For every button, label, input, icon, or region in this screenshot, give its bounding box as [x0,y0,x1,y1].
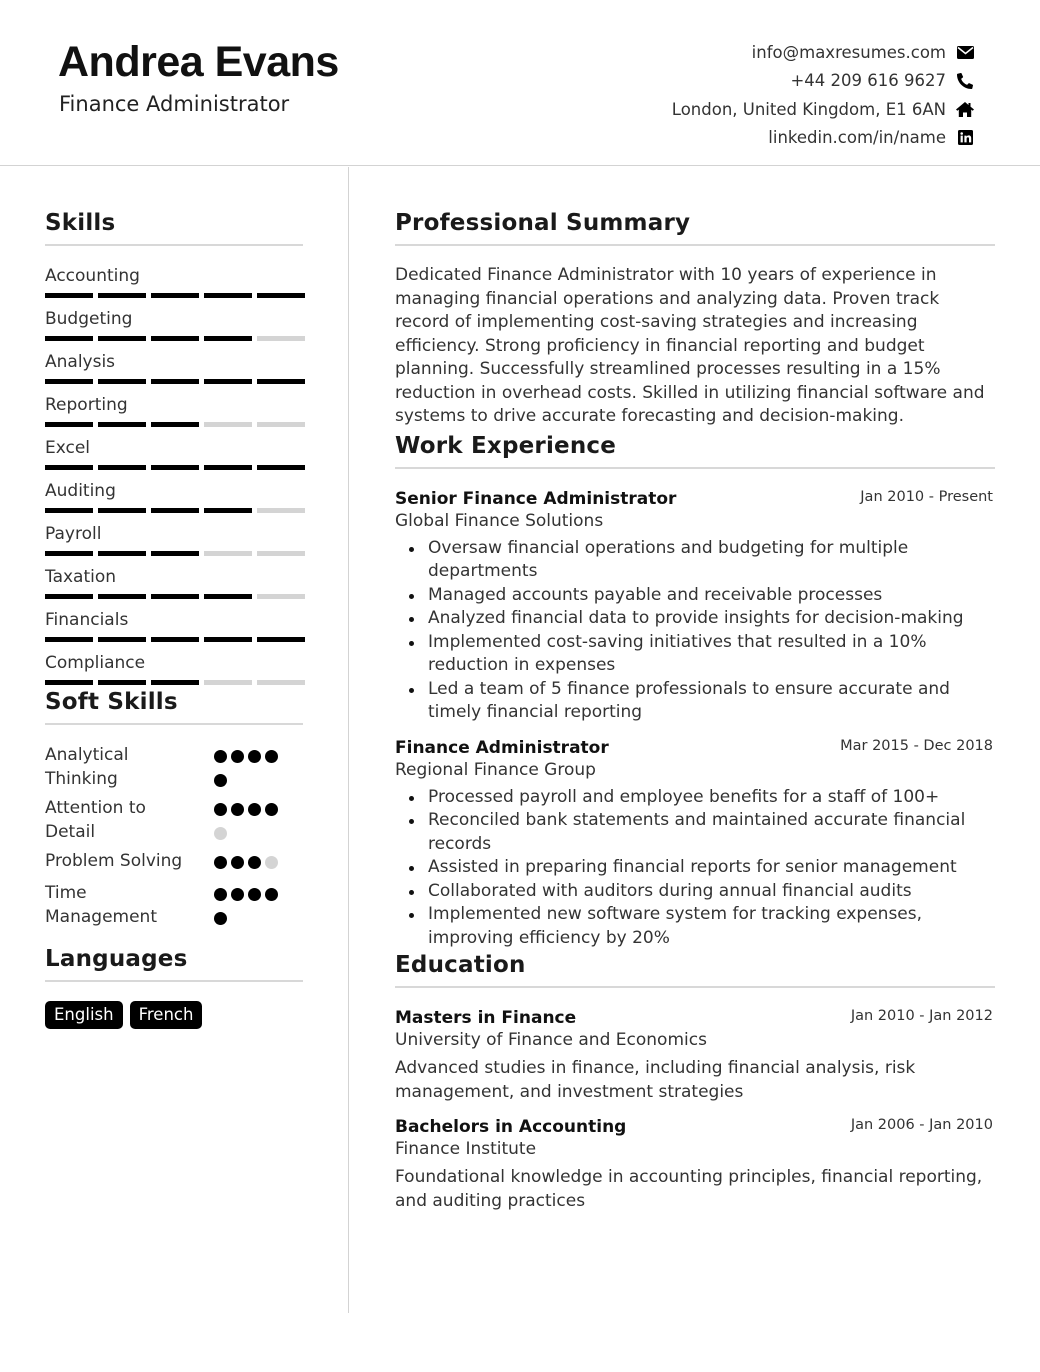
experience-list [395,489,995,951]
rating-dot [231,803,244,816]
rating-dot [265,888,278,901]
skill-name: Payroll [45,524,102,544]
skill-level-bar [45,379,305,384]
rating-dot [248,856,261,869]
rating-dot [214,888,227,901]
skill-level-segment [45,465,93,470]
skill-level-bar [45,465,305,470]
skill-level-segment [151,336,199,341]
languages-list [45,1001,303,1029]
skill-level-segment [257,336,305,341]
skill-level-segment [98,293,146,298]
contact-email-text[interactable]: info@maxresumes.com [751,42,946,62]
skill-name: Compliance [45,653,146,673]
rating-dot [231,856,244,869]
soft-skill-rating [214,797,290,840]
contact-linkedin-text[interactable]: linkedin.com/in/name [768,128,946,148]
home-icon [954,102,976,117]
skill-level-segment [204,422,252,427]
soft-skill-item [45,850,303,882]
skill-name: Taxation [45,567,117,587]
education-entry [395,1117,995,1213]
skill-level-bar [45,680,305,685]
skill-name: Reporting [45,395,128,415]
skill-item [45,653,303,696]
skill-level-segment [45,551,93,556]
right-column [395,210,995,1213]
soft-skill-rating [214,744,290,787]
job-entry [395,738,995,951]
left-column [45,210,303,1029]
soft-skill-name: Time Management [45,883,157,927]
rating-dot [265,856,278,869]
contact-address [672,95,976,124]
job-company: Regional Finance Group [395,759,596,780]
skill-level-segment [204,551,252,556]
job-bullets [395,537,995,725]
job-entry [395,489,995,725]
rating-dot [265,750,278,763]
skill-level-segment [151,680,199,685]
soft-skill-rating [214,850,290,869]
job-title: Finance Administrator [395,737,609,758]
skill-level-bar [45,637,305,642]
education-degree: Bachelors in Accounting [395,1117,627,1137]
job-bullets [395,786,995,951]
skill-level-segment [45,293,93,298]
skill-level-segment [204,680,252,685]
job-bullet: Collaborated with auditors during annual financial audits [395,880,995,904]
education-dates: Jan 2010 - Jan 2012 [850,1008,993,1024]
soft-skill-name: Analytical Thinking [45,745,129,789]
job-bullet: Analyzed financial data to provide insights for decision-making [395,607,995,631]
skill-level-segment [257,465,305,470]
job-dates: Jan 2010 - Present [860,488,993,505]
skill-item [45,309,303,352]
skill-level-segment [45,422,93,427]
job-bullet: Reconciled bank statements and maintained accurate financial records [395,809,995,856]
language-badge: French [130,1001,203,1029]
column-divider [348,167,349,1313]
soft-skill-item [45,797,303,850]
contact-block [672,38,976,152]
job-bullet: Led a team of 5 finance professionals to ensure accurate and timely financial reporting [395,678,995,725]
rating-dot [231,750,244,763]
skill-level-segment [204,637,252,642]
education-dates: Jan 2006 - Jan 2010 [850,1117,993,1133]
job-bullet: Implemented cost-saving initiatives that resulted in a 10% reduction in expenses [395,631,995,678]
education-heading: Education [395,952,995,988]
education-school: University of Finance and Economics [395,1030,707,1050]
skill-level-segment [98,336,146,341]
skill-level-bar [45,508,305,513]
envelope-icon [954,46,976,59]
skill-level-segment [257,422,305,427]
skill-name: Excel [45,438,91,458]
job-bullet: Assisted in preparing financial reports for senior management [395,856,995,880]
soft-skill-item [45,882,303,938]
candidate-name: Andrea Evans [58,38,339,86]
summary-heading: Professional Summary [395,210,995,246]
contact-address-text: London, United Kingdom, E1 6AN [671,99,946,119]
skill-level-segment [204,508,252,513]
skill-level-segment [151,508,199,513]
soft-skill-item [45,744,303,797]
job-bullet: Oversaw financial operations and budgeting for multiple departments [395,537,995,584]
skill-item [45,438,303,481]
skill-item [45,352,303,395]
skill-level-segment [98,680,146,685]
education-school: Finance Institute [395,1139,537,1159]
rating-dot [248,803,261,816]
skill-level-segment [98,379,146,384]
experience-heading: Work Experience [395,433,995,469]
skill-level-segment [204,379,252,384]
languages-heading: Languages [45,946,303,982]
soft-skills-heading: Soft Skills [45,689,303,725]
rating-dot [231,888,244,901]
skill-name: Analysis [45,352,116,372]
skill-level-segment [45,508,93,513]
rating-dot [265,803,278,816]
skill-level-bar [45,551,305,556]
job-bullet: Managed accounts payable and receivable processes [395,584,995,608]
skill-item [45,524,303,567]
skill-level-segment [204,293,252,298]
skill-level-segment [257,594,305,599]
skill-level-segment [151,379,199,384]
skill-level-segment [257,551,305,556]
contact-phone-text[interactable]: +44 209 616 9627 [790,71,946,91]
job-dates: Mar 2015 - Dec 2018 [840,737,993,754]
skill-name: Financials [45,610,129,630]
soft-skill-name: Attention to Detail [45,798,146,842]
skill-level-segment [98,594,146,599]
contact-email[interactable] [672,38,976,67]
job-bullet: Implemented new software system for tracking expenses, improving efficiency by 20% [395,903,995,950]
skill-level-segment [45,336,93,341]
skill-level-segment [45,680,93,685]
skills-heading: Skills [45,210,303,246]
soft-skills-list [45,744,303,938]
skill-name: Budgeting [45,309,133,329]
education-description: Foundational knowledge in accounting principles, financial reporting, and auditing practices [395,1167,983,1211]
skill-item [45,610,303,653]
linkedin-icon [954,130,976,145]
rating-dot [214,912,227,925]
skill-level-segment [45,594,93,599]
skill-level-segment [204,465,252,470]
skill-name: Auditing [45,481,116,501]
education-description: Advanced studies in finance, including financial analysis, risk management, and investment strategies [395,1058,916,1102]
language-badge: English [45,1001,123,1029]
skill-level-segment [45,637,93,642]
skill-level-segment [257,637,305,642]
contact-phone[interactable] [672,67,976,96]
skill-item [45,481,303,524]
skill-name: Accounting [45,266,140,286]
candidate-title: Finance Administrator [59,92,290,116]
skill-level-segment [257,379,305,384]
rating-dot [248,888,261,901]
education-entry [395,1008,995,1104]
education-list [395,1008,995,1213]
skill-level-segment [151,293,199,298]
skill-level-segment [204,336,252,341]
skill-level-segment [257,293,305,298]
skill-level-segment [257,680,305,685]
skill-level-segment [204,594,252,599]
skill-level-segment [257,508,305,513]
skill-item [45,266,303,309]
resume-header [0,0,1040,166]
skill-level-bar [45,336,305,341]
skill-level-segment [98,508,146,513]
phone-icon [954,73,976,89]
soft-skill-rating [214,882,290,925]
skill-level-bar [45,422,305,427]
job-title: Senior Finance Administrator [395,488,677,509]
education-degree: Masters in Finance [395,1008,577,1028]
skill-level-segment [151,422,199,427]
skill-level-bar [45,293,305,298]
job-bullet: Processed payroll and employee benefits for a staff of 100+ [395,786,995,810]
skills-list [45,266,303,696]
skill-level-segment [151,465,199,470]
rating-dot [214,774,227,787]
skill-item [45,395,303,438]
contact-linkedin[interactable] [672,124,976,153]
skill-level-segment [151,637,199,642]
skill-level-segment [45,379,93,384]
rating-dot [214,827,227,840]
skill-level-segment [98,637,146,642]
soft-skill-name: Problem Solving [45,851,183,871]
skill-level-segment [151,551,199,556]
job-company: Global Finance Solutions [395,510,604,531]
skill-level-segment [98,422,146,427]
skill-level-segment [98,551,146,556]
skill-level-segment [98,465,146,470]
skill-level-segment [151,594,199,599]
skill-level-bar [45,594,305,599]
rating-dot [214,750,227,763]
summary-text: Dedicated Finance Administrator with 10 years of experience in managing financial operations and analyzing data. Proven track record of implementing cost-saving strategies and increasing efficiency. Strong proficiency in financial reporting and budget planning. Successfully streamlined processes resulting in a 15% reduction in overhead costs. Skilled in utilizing financial software and systems to drive accurate forecasting and decision-making. [395,265,985,426]
rating-dot [248,750,261,763]
rating-dot [214,856,227,869]
rating-dot [214,803,227,816]
skill-item [45,567,303,610]
